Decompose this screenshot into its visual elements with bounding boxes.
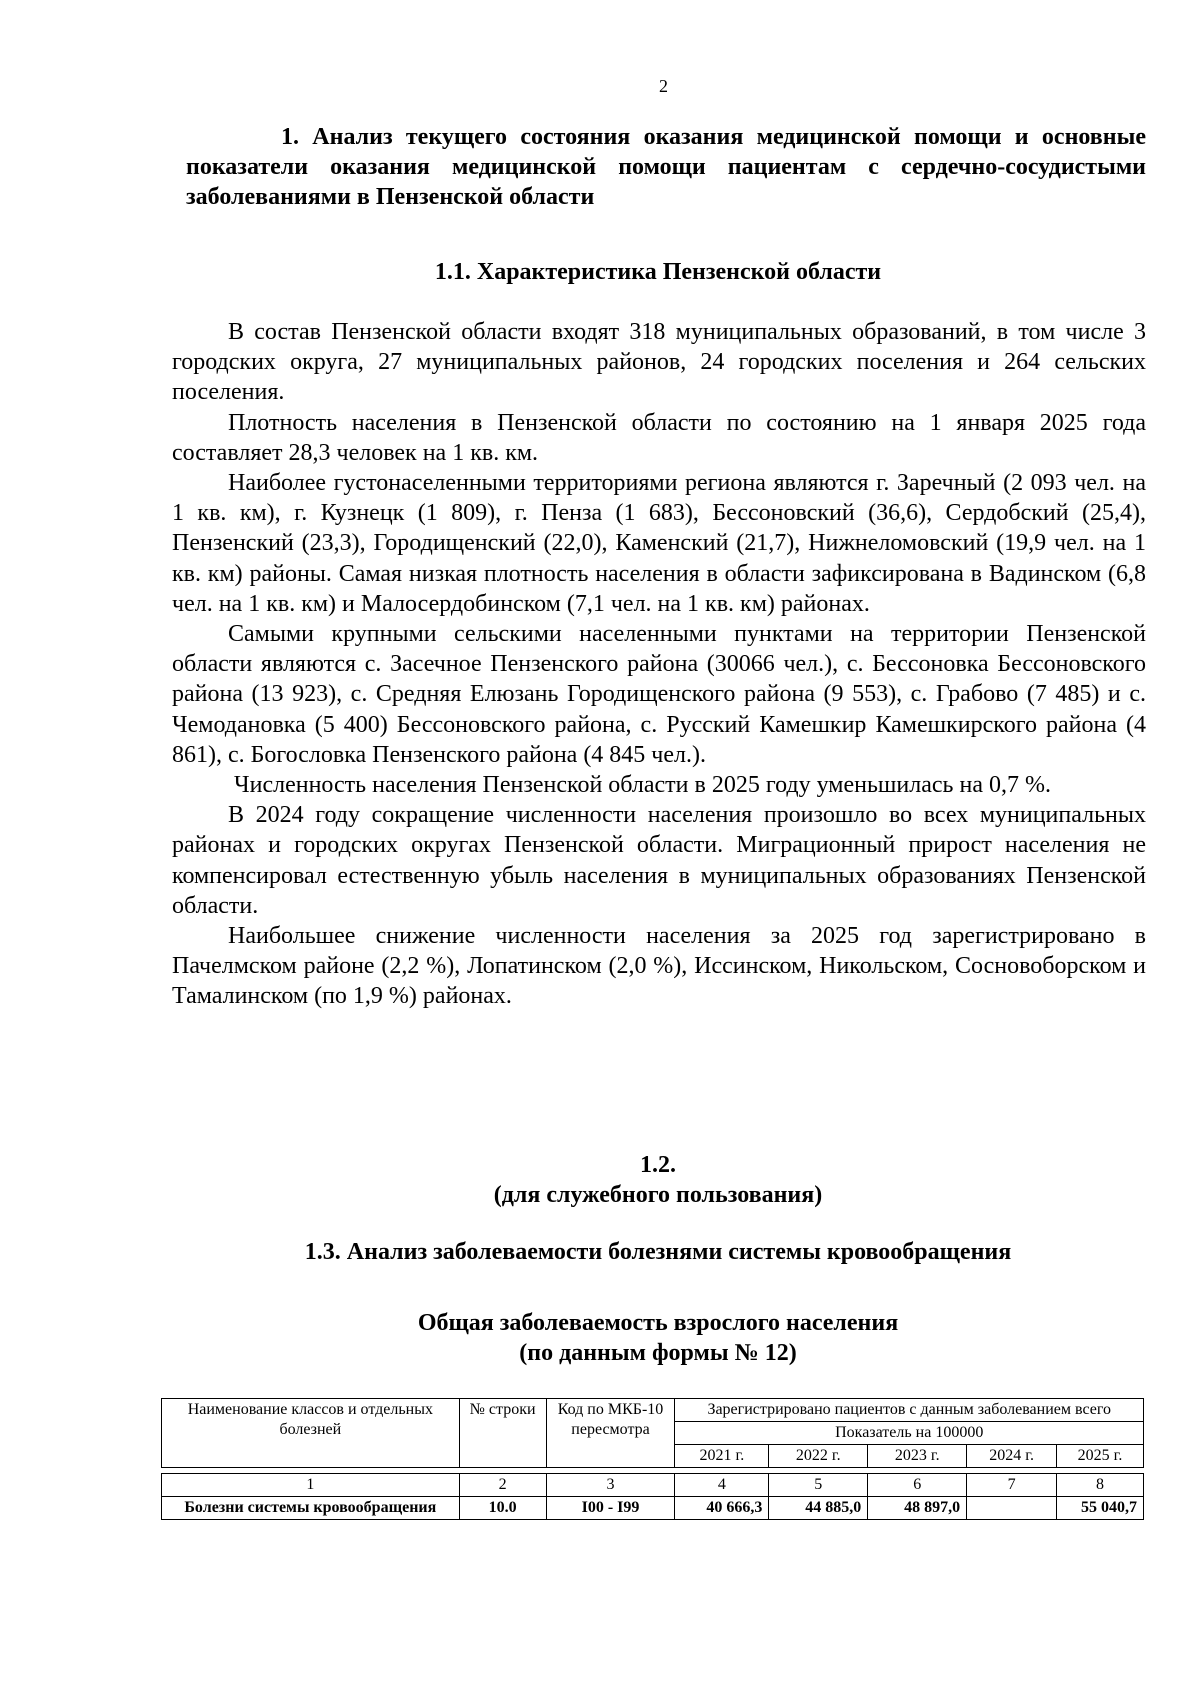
paragraph: Наибольшее снижение численности населения за 2025 год зарегистрировано в Пачелмском районе (2,2 %), Лопатинском (2,0 %), Иссинском, Никольском, Сосновоборском и Тамалинском (по 1,9 %) районах. bbox=[172, 923, 1146, 1010]
column-number: 1 bbox=[162, 1474, 460, 1497]
body-text bbox=[172, 317, 1146, 1012]
column-number: 3 bbox=[546, 1474, 675, 1497]
paragraph: Численность населения Пензенской области в 2025 году уменьшилась на 0,7 %. bbox=[234, 772, 1051, 799]
table-row bbox=[162, 1497, 1144, 1520]
cell-value-2025: 55 040,7 bbox=[1057, 1497, 1144, 1520]
header-icd-code: Код по МКБ-10 пересмотра bbox=[546, 1399, 675, 1468]
table-header-row bbox=[162, 1399, 1144, 1422]
section-heading-1 bbox=[186, 122, 1146, 212]
cell-value-2022: 44 885,0 bbox=[769, 1497, 868, 1520]
column-number: 5 bbox=[769, 1474, 868, 1497]
header-row-number: № строки bbox=[459, 1399, 546, 1468]
header-registered: Зарегистрировано пациентов с данным заболеванием всего bbox=[675, 1399, 1144, 1422]
table-subtitle: (по данным формы № 12) bbox=[519, 1340, 797, 1366]
column-number: 6 bbox=[868, 1474, 967, 1497]
paragraph: В 2024 году сокращение численности населения произошло во всех муниципальных районах и городских округах Пензенской области. Миграционный прирост населения не компенсировал естественную убыль населения в муниципальных образованиях Пензенской области. bbox=[172, 802, 1146, 919]
header-year: 2023 г. bbox=[868, 1445, 967, 1468]
paragraph: Наиболее густонаселенными территориями региона являются г. Заречный (2 093 чел. на 1 кв. км), г. Кузнецк (1 809), г. Пенза (1 683), Бессоновский (36,6), Сердобский (25,4), Пензенский (23,3), Городищенский (22,0), Каменский (21,7), Нижнеломовский (19,9 чел. на 1 кв. км) районы. Самая низкая плотность населения в области зафиксирована в Вадинском (6,8 чел. на 1 кв. км) и Малосердобинском (7,1 чел. на 1 кв. км) районах. bbox=[172, 470, 1146, 617]
page-number: 2 bbox=[659, 76, 668, 96]
table-column-numbers-row bbox=[162, 1474, 1144, 1497]
morbidity-table bbox=[161, 1398, 1144, 1520]
header-year: 2025 г. bbox=[1057, 1445, 1144, 1468]
column-number: 8 bbox=[1057, 1474, 1144, 1497]
cell-value-2021: 40 666,3 bbox=[675, 1497, 769, 1520]
cell-row-number: 10.0 bbox=[459, 1497, 546, 1520]
table-title: Общая заболеваемость взрослого населения bbox=[417, 1310, 899, 1336]
header-disease-name: Наименование классов и отдельных болезней bbox=[162, 1399, 460, 1468]
section-heading-1-3: 1.3. Анализ заболеваемости болезнями системы кровообращения bbox=[304, 1239, 1012, 1265]
cell-icd-code: I00 - I99 bbox=[546, 1497, 675, 1520]
column-number: 7 bbox=[967, 1474, 1057, 1497]
section-heading-1-2: 1.2. bbox=[640, 1152, 676, 1178]
column-number: 2 bbox=[459, 1474, 546, 1497]
cell-disease-name: Болезни системы кровообращения bbox=[162, 1497, 460, 1520]
section-heading-1-2-note: (для служебного пользования) bbox=[493, 1182, 823, 1208]
section-heading-1-1: 1.1. Характеристика Пензенской области bbox=[434, 259, 882, 285]
header-year: 2021 г. bbox=[675, 1445, 769, 1468]
section-heading-1-text: 1. Анализ текущего состояния оказания медицинской помощи и основные показатели оказания медицинской помощи пациентам с сердечно-сосудистыми заболеваниями в Пензенской области bbox=[186, 124, 1146, 210]
column-number: 4 bbox=[675, 1474, 769, 1497]
cell-value-2023: 48 897,0 bbox=[868, 1497, 967, 1520]
header-year: 2022 г. bbox=[769, 1445, 868, 1468]
header-indicator: Показатель на 100000 bbox=[675, 1422, 1144, 1445]
paragraph: Самыми крупными сельскими населенными пунктами на территории Пензенской области являются с. Засечное Пензенского района (30066 чел.), с. Бессоновка Бессоновского района (13 923), с. Средняя Елюзань Городищенского района (9 553), с. Грабово (7 485) и с. Чемодановка (5 400) Бессоновского района, с. Русский Камешкир Камешкирского района (4 861), с. Богословка Пензенского района (4 845 чел.). bbox=[172, 621, 1146, 768]
paragraph: В состав Пензенской области входят 318 муниципальных образований, в том числе 3 городских округа, 27 муниципальных районов, 24 городских поселения и 264 сельских поселения. bbox=[172, 319, 1146, 406]
cell-value-2024 bbox=[967, 1497, 1057, 1520]
paragraph: Плотность населения в Пензенской области по состоянию на 1 января 2025 года составляет 28,3 человек на 1 кв. км. bbox=[172, 409, 1146, 466]
header-year: 2024 г. bbox=[967, 1445, 1057, 1468]
